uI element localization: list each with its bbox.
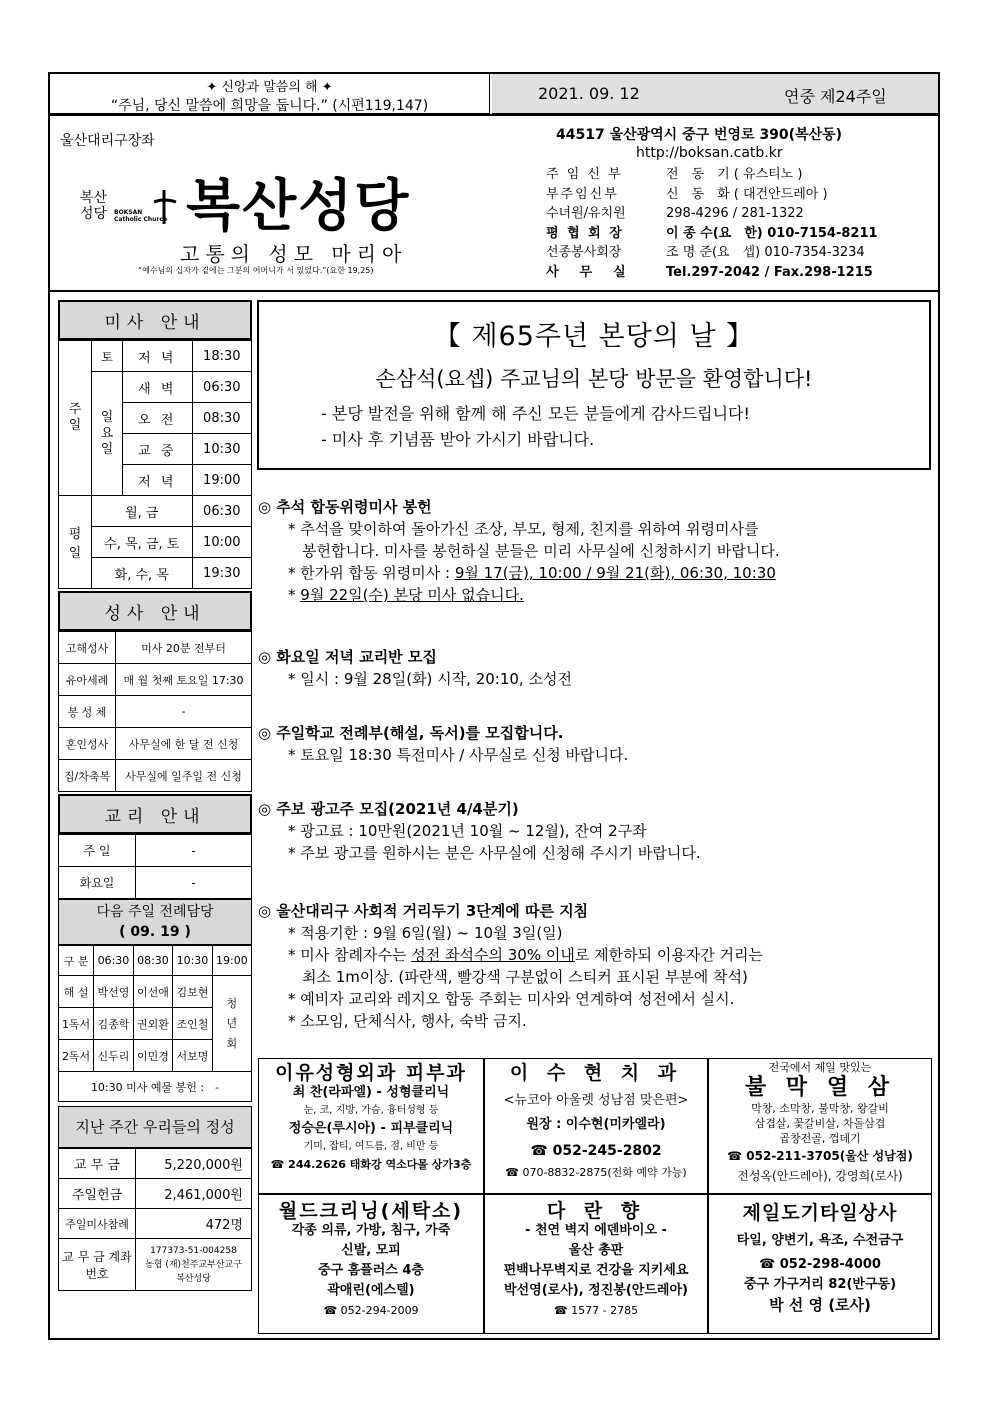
mass-time: 10:30 [192,434,251,465]
ad-line: 박선영(로사), 정진봉(안드레아) [504,1283,688,1298]
notice-title: ◎ 주보 광고주 모집(2021년 4/4분기) [258,800,519,818]
mass-name: 오 전 [123,403,193,434]
account-holder: 복산성당 [176,1273,211,1284]
ad-line: ☎ 052-298-4000 [759,1257,881,1272]
liturgical-week: 연중 제24주일 [784,87,887,106]
banner-subtitle: 손삼석(요셉) 주교님의 본당 방문을 환영합니다! [375,367,813,391]
ad-line: 원장 : 이수현(미카엘라) [526,1117,666,1132]
weekday-time: 19:30 [192,558,251,589]
ad-line: ☎ 052-211-3705(울산 성남점) [727,1149,913,1163]
divider [50,290,938,292]
issue-date: 2021. 09. 12 [538,84,640,103]
weekday-day: 수, 목, 금, 토 [92,527,193,558]
mass-name: 새 벽 [123,372,193,403]
notice-line: * 토요일 18:30 특전미사 / 사무실로 신청 바랍니다. [288,746,629,764]
offering-value: 5,220,000원 [136,1149,252,1179]
liturgy-cell: 신두리 [94,1040,134,1072]
ad-line: ☎ 052-245-2802 [530,1143,662,1159]
ad-line: 각종 의류, 가방, 침구, 가죽 [291,1223,451,1238]
liturgy-col-head: 19:00 [212,946,251,976]
ad-plastic-surgery [258,1058,484,1194]
ad-title: 월드크리닝(세탁소) [278,1200,464,1222]
liturgy-cell: 김보현 [173,976,213,1008]
mass-day: 토 [92,341,123,372]
sacrament-name: 봉 성 체 [59,696,116,728]
ad-line: <뉴코아 아울렛 성남점 맞은편> [503,1093,689,1108]
ad-line: ☎ 244.2626 태화강 역소다몰 상가3층 [270,1158,472,1171]
sacrament-info: - [116,696,252,728]
staff-info: Tel.297-2042 / Fax.298-1215 [666,264,873,280]
liturgy-youth [212,976,251,1072]
ad-line: 중구 가구거리 82(반구동) [743,1277,897,1292]
ad-title: 불 막 열 삼 [745,1075,895,1100]
liturgy-cell: 박선영 [94,976,134,1008]
weekday-time: 10:00 [192,527,251,558]
liturgy-col-head: 구 분 [59,946,94,976]
weekday-label [59,496,92,589]
liturgy-title: 다음 주일 전례담당 [96,904,214,920]
logo-en-line-1: BOKSAN [114,209,143,216]
notice-title: ◎ 울산대리구 사회적 거리두기 3단계에 따른 지침 [258,902,589,920]
ad-title: 이 수 현 치 과 [509,1062,683,1084]
diocese-label: 울산대리구장좌 [60,133,155,149]
logo-en-line-2: Catholic Church [114,216,168,223]
notice-highlight: 성전 좌석수의 30% 이내 [411,946,575,964]
ad-laundry [258,1194,484,1334]
ad-dental [484,1058,708,1194]
church-name: 복산성당 [186,174,411,239]
sacrament-name: 혼인성사 [59,728,116,760]
staff-role: 평 협 회 장 [546,225,624,241]
sunday-label-text: 주일 [68,402,82,433]
mass-title: 미사 안내 [58,300,252,340]
liturgy-cell: 이선애 [133,976,173,1008]
sacrament-name: 집/차축복 [59,760,116,792]
offering-table [58,1148,252,1291]
sacrament-info: 사무실에 한 달 전 신청 [116,728,252,760]
ad-line: ☎ 052-294-2009 [323,1304,419,1317]
banner-line: - 본당 발전을 위해 함께 해 주신 모든 분들에게 감사드립니다! [321,404,750,423]
mass-name: 교 중 [123,434,193,465]
ad-line: 편백나무벽지로 건강을 지키세요 [503,1263,689,1278]
catechism-info: - [136,867,252,899]
liturgy-cell: 서보명 [173,1040,213,1072]
ad-line: ☎ 070-8832-2875(전화 예약 가능) [505,1166,687,1179]
liturgy-youth-text: 청년회 [226,996,238,1050]
weekday-time: 06:30 [192,496,251,527]
notice-line: * 광고료 : 10만원(2021년 10월 ~ 12월), 잔여 2구좌 [288,822,647,840]
liturgy-table [58,945,252,1102]
ad-line: 타일, 양변기, 욕조, 수전금구 [736,1233,904,1248]
logo-small-line-1: 복산 [80,190,108,206]
account-info [136,1239,252,1291]
staff-info: 298-4296 / 281-1322 [666,206,804,221]
sacrament-title: 성사 안내 [58,591,252,631]
mass-time: 08:30 [192,403,251,434]
cross-logo-icon [150,186,180,226]
notice-line [258,584,918,606]
staff-role: 주 임 신 부 [546,167,623,182]
offering-name: 주일미사참례 [59,1209,136,1239]
patron-name: 고통의 성모 마리아 [180,242,408,266]
notice-advertiser [258,798,918,864]
mass-time: 19:00 [192,465,251,496]
banner-line: - 미사 후 기념품 받아 가시기 바랍니다. [321,430,595,449]
ad-line: 중구 홈플러스 4층 [317,1263,424,1278]
liturgy-row-label: 해 설 [59,976,94,1008]
sunday-sub-label [92,372,123,496]
notice-text: * 미사 참례자수는 [288,946,412,964]
ad-line: 박 선 영 (로사) [769,1296,871,1314]
staff-info: 조 명 준(요 셉) 010-7354-3234 [666,245,865,260]
sacrament-table [58,631,252,792]
sunday-label [59,341,92,496]
notice-text: 로 제한하되 이용자간 거리는 [574,946,764,964]
notice-highlight: 9월 22일(수) 본당 미사 없습니다. [300,586,524,604]
anniversary-banner [257,300,931,470]
ad-line: 울산 총판 [568,1243,624,1258]
notice-catechism [258,646,918,690]
liturgy-col-head: 08:30 [133,946,173,976]
weekday-label-text: 평일 [68,527,82,561]
sacrament-info: 매 월 첫째 토요일 17:30 [116,664,252,696]
liturgy-footer: 10:30 미사 예물 봉헌 : - [59,1072,252,1102]
notice-line: 최소 1m이상. (파란색, 빨강색 구분없이 스티커 표시된 부분에 착석) [302,968,748,986]
catechism-title: 교리 안내 [58,794,252,834]
sacrament-info: 미사 20분 전부터 [116,632,252,664]
notice-line [258,562,918,584]
sunday-sub-text: 일요일 [100,409,114,457]
sacrament-info: 사무실에 일주일 전 신청 [116,760,252,792]
ad-line: 곽애린(에스텔) [327,1283,415,1298]
liturgy-row-label: 1독서 [59,1008,94,1040]
notice-line: * 일시 : 9월 28일(화) 시작, 20:10, 소성전 [288,670,572,688]
liturgy-date: ( 09. 19 ) [119,924,191,940]
catechism-name: 주 일 [59,835,136,867]
liturgy-col-head: 10:30 [173,946,213,976]
notice-line: * 예비자 교리와 레지오 합동 주회는 미사와 연계하여 성전에서 실시. [288,990,735,1008]
liturgy-cell: 이민경 [133,1040,173,1072]
catechism-name: 화요일 [59,867,136,899]
catechism-info: - [136,835,252,867]
banner-body [321,401,929,453]
offering-title: 지난 주간 우리들의 정성 [58,1106,252,1148]
left-sidebar [58,300,252,1291]
ad-line: 신발, 모피 [341,1243,401,1258]
logo-small-line-2: 성당 [80,206,108,222]
staff-role: 수녀원/유치원 [546,206,626,221]
ad-line: 정승은(루시아) - 피부클리닉 [288,1121,454,1136]
patron-quote: “예수님의 십자가 곁에는 그분의 어머니가 서 있었다.”(요한 19,25) [138,266,374,275]
notice-title: ◎ 주일학교 전례부(해설, 독서)를 모집합니다. [258,724,564,742]
mass-time: 06:30 [192,372,251,403]
staff-info: 전 동 기 ( 유스티노 ) [666,167,803,182]
ad-title: 제일도기타일상사 [742,1202,898,1224]
liturgy-row-label: 2독서 [59,1040,94,1072]
sacrament-name: 유아세례 [59,664,116,696]
liturgy-header [58,899,252,945]
offering-name: 교 무 금 [59,1149,136,1179]
offering-name: 주일헌금 [59,1179,136,1209]
notice-distancing [258,900,918,1032]
ad-restaurant [708,1058,932,1194]
mass-name: 저 녁 [123,465,193,496]
sacrament-name: 고해성사 [59,632,116,664]
account-bank: 농협 (재)천주교부산교구 [145,1259,242,1270]
notice-highlight: 9월 17(금), 10:00 / 9월 21(화), 06:30, 10:30 [454,564,776,582]
staff-role: 부주임신부 [546,186,619,202]
notice-line: 봉헌합니다. 미사를 봉헌하실 분들은 미리 사무실에 신청하시기 바랍니다. [302,542,780,560]
notice-text: * [288,586,301,604]
ad-line: - 천연 벽지 에덴바이오 - [525,1223,667,1238]
offering-value: 472명 [136,1209,252,1239]
account-number: 177373-51-004258 [150,1245,237,1256]
notice-line: * 주보 광고를 원하시는 분은 사무실에 신청해 주시기 바랍니다. [288,844,701,862]
mass-name: 저 녁 [123,341,193,372]
notice-line [258,944,918,966]
ad-title: 이유성형외과 피부과 [275,1062,467,1084]
staff-row [546,263,926,283]
notice-line: * 추석을 맞이하여 돌아가신 조상, 부모, 형제, 친지를 위하여 위령미사를 [288,520,759,538]
staff-row [546,243,926,263]
liturgy-cell: 권외환 [133,1008,173,1040]
motto-quote: “주님, 당신 말씀에 희망을 둡니다.” (시편119,147) [110,98,429,114]
liturgy-col-head: 06:30 [94,946,134,976]
notice-line: * 적용기한 : 9월 6일(월) ~ 10월 3일(일) [288,924,563,942]
staff-row [546,224,926,244]
notice-line: * 소모임, 단체식사, 행사, 숙박 금지. [288,1012,527,1030]
staff-role: 선종봉사회장 [546,245,622,260]
staff-row [546,204,926,224]
liturgy-cell: 김종학 [94,1008,134,1040]
mass-table [58,340,252,589]
weekday-day: 월, 금 [92,496,193,527]
ad-tile-shop [708,1194,932,1334]
address: 44517 울산광역시 중구 번영로 390(복산동) [556,127,843,143]
banner-title: 【 제65주년 본당의 날 】 [433,321,755,352]
staff-role: 사 무 실 [546,264,630,280]
staff-info: 신 동 화 ( 대건안드레아 ) [666,186,828,202]
ad-line: 전국에서 제일 맛있는 [768,1061,872,1074]
ad-line: 눈, 코, 지방, 가슴, 흉터성형 등 [303,1105,439,1116]
ad-line: 곱창전골, 껍데기 [779,1132,861,1145]
staff-row [546,165,926,185]
date-box [492,74,938,114]
liturgy-cell: 조인철 [173,1008,213,1040]
ad-line: 막창, 소막창, 불막창, 왕갈비 [751,1102,889,1115]
staff-row [546,185,926,205]
motto-title: ✦ 신앙과 말씀의 해 ✦ [206,80,333,95]
motto-box [50,74,490,114]
catechism-table [58,834,252,899]
ad-line: 최 찬(라파엘) - 성형클리닉 [292,1085,450,1100]
logo-small-text [80,190,107,222]
notice-chuseok [258,496,918,606]
staff-list [546,165,926,282]
offering-value: 2,461,000원 [136,1179,252,1209]
ad-wallpaper [484,1194,708,1334]
ad-line: 삼겹살, 꽃갈비살, 차돌삼겹 [754,1117,886,1130]
ad-line: 전성옥(안드레아), 강영희(로사) [737,1169,903,1183]
mass-time: 18:30 [192,341,251,372]
ad-line: 기미, 잡티, 여드름, 점, 비만 등 [303,1141,439,1152]
account-label: 교 무 금 계좌번호 [59,1239,136,1291]
staff-info: 이 종 수(요 한) 010-7154-8211 [666,225,878,241]
ad-line: ☎ 1577 - 2785 [553,1304,639,1317]
weekday-day: 화, 수, 목 [92,558,193,589]
divider [50,114,938,116]
notice-title: ◎ 화요일 저녁 교리반 모집 [258,648,437,666]
ad-title: 다 란 향 [546,1200,646,1222]
website-link[interactable]: http://boksan.catb.kr [636,145,783,161]
notice-title: ◎ 추석 합동위령미사 봉헌 [258,498,432,516]
notice-sunday-school [258,722,918,766]
notice-text: * 한가위 합동 위령미사 : [288,564,455,582]
